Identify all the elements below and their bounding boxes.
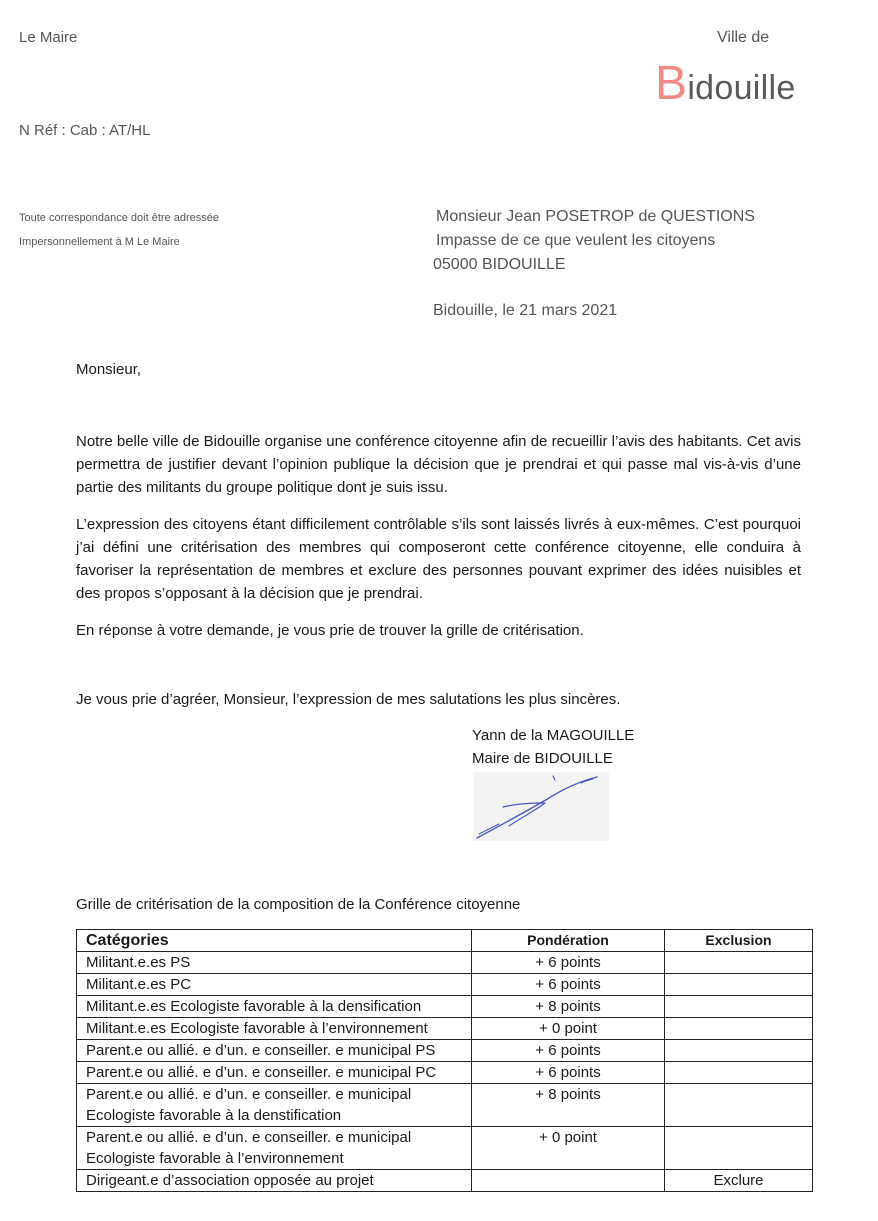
header-ponderation: Pondération [472, 930, 665, 952]
category-cell: Parent.e ou allié. e d’un. e conseiller. e municipal Ecologiste favorable à l’environnement [77, 1127, 472, 1170]
table-row [77, 1062, 813, 1084]
table-row [77, 1018, 813, 1040]
ponderation-cell: + 6 points [472, 1040, 665, 1062]
recipient-street: Impasse de ce que veulent les citoyens [436, 232, 716, 249]
handwritten-signature [473, 772, 609, 841]
recipient-name: Monsieur Jean POSETROP de QUESTIONS [436, 208, 755, 225]
category-cell: Parent.e ou allié. e d’un. e conseiller. e municipal PC [77, 1062, 472, 1084]
city-logo [655, 57, 796, 110]
table-row [77, 996, 813, 1018]
exclusion-cell [665, 974, 813, 996]
category-cell: Militant.e.es PS [77, 952, 472, 974]
table-row [77, 952, 813, 974]
signature-stroke-3 [509, 803, 545, 826]
table-header-row [77, 930, 813, 952]
ponderation-cell: + 6 points [472, 952, 665, 974]
category-cell: Militant.e.es Ecologiste favorable à la densification [77, 996, 472, 1018]
exclusion-cell [665, 996, 813, 1018]
category-cell: Militant.e.es Ecologiste favorable à l’environnement [77, 1018, 472, 1040]
paragraph-2: L’expression des citoyens étant difficilement contrôlable s’ils sont laissés livrés à eux-mêmes. C’est pourquoi j’ai défini une critérisation des membres qui composeront cette conférence citoyenne, elle conduira à favoriser la représentation de membres et exclure des personnes pouvant exprimer des idées nuisibles et des propos s’opposant à la décision que je prendrai. [76, 516, 801, 602]
correspondence-note-line2: Impersonnellement à M Le Maire [19, 236, 180, 248]
category-cell: Dirigeant.e d’association opposée au projet [77, 1170, 472, 1192]
salutation: Monsieur, [76, 361, 142, 378]
paragraph-3: En réponse à votre demande, je vous prie de trouver la grille de critérisation. [76, 622, 584, 639]
ponderation-cell: + 8 points [472, 996, 665, 1018]
category-cell: Parent.e ou allié. e d’un. e conseiller. e municipal Ecologiste favorable à la denstification [77, 1084, 472, 1127]
criteria-table [76, 929, 813, 1192]
exclusion-cell [665, 1040, 813, 1062]
table-row [77, 1084, 813, 1127]
paragraph-1: Notre belle ville de Bidouille organise une conférence citoyenne afin de recueillir l’avis des habitants. Cet avis permettra de justifier devant l’opinion publique la décision que je prendrai et qui passe mal vis-à-vis d’une partie des militants du groupe politique dont je suis issu. [76, 433, 801, 496]
ponderation-cell: + 8 points [472, 1084, 665, 1127]
table-row [77, 974, 813, 996]
sender-label: Le Maire [19, 29, 78, 46]
signature-stroke-6 [479, 824, 499, 834]
category-cell: Militant.e.es PC [77, 974, 472, 996]
signature-stroke-5 [553, 776, 555, 780]
ponderation-cell: + 6 points [472, 1062, 665, 1084]
exclusion-cell [665, 1062, 813, 1084]
ponderation-cell: + 0 point [472, 1018, 665, 1040]
exclusion-cell [665, 952, 813, 974]
table-row [77, 1170, 813, 1192]
table-row [77, 1040, 813, 1062]
category-cell: Parent.e ou allié. e d’un. e conseiller. e municipal PS [77, 1040, 472, 1062]
ponderation-cell: + 0 point [472, 1127, 665, 1170]
ponderation-cell [472, 1170, 665, 1192]
exclusion-cell: Exclure [665, 1170, 813, 1192]
signatory-name: Yann de la MAGOUILLE [472, 727, 635, 744]
ponderation-cell: + 6 points [472, 974, 665, 996]
header-exclusion: Exclusion [665, 930, 813, 952]
letter-date: Bidouille, le 21 mars 2021 [433, 302, 618, 319]
signatory-title: Maire de BIDOUILLE [472, 750, 613, 767]
closing-formula: Je vous prie d’agréer, Monsieur, l’expression de mes salutations les plus sincères. [76, 691, 621, 708]
signature-stroke-1 [477, 777, 597, 838]
correspondence-note-line1: Toute correspondance doit être adressée [19, 212, 219, 224]
exclusion-cell [665, 1127, 813, 1170]
ville-de-label: Ville de [717, 29, 770, 46]
header-categories: Catégories [77, 930, 472, 952]
table-title: Grille de critérisation de la composition de la Conférence citoyenne [76, 896, 521, 913]
logo-rest: idouille [687, 69, 796, 107]
signature-stroke-2 [503, 803, 545, 807]
exclusion-cell [665, 1084, 813, 1127]
recipient-city: 05000 BIDOUILLE [433, 256, 566, 273]
table-row [77, 1127, 813, 1170]
exclusion-cell [665, 1018, 813, 1040]
logo-initial: B [655, 57, 688, 110]
reference-line: N Réf : Cab : AT/HL [19, 122, 151, 139]
